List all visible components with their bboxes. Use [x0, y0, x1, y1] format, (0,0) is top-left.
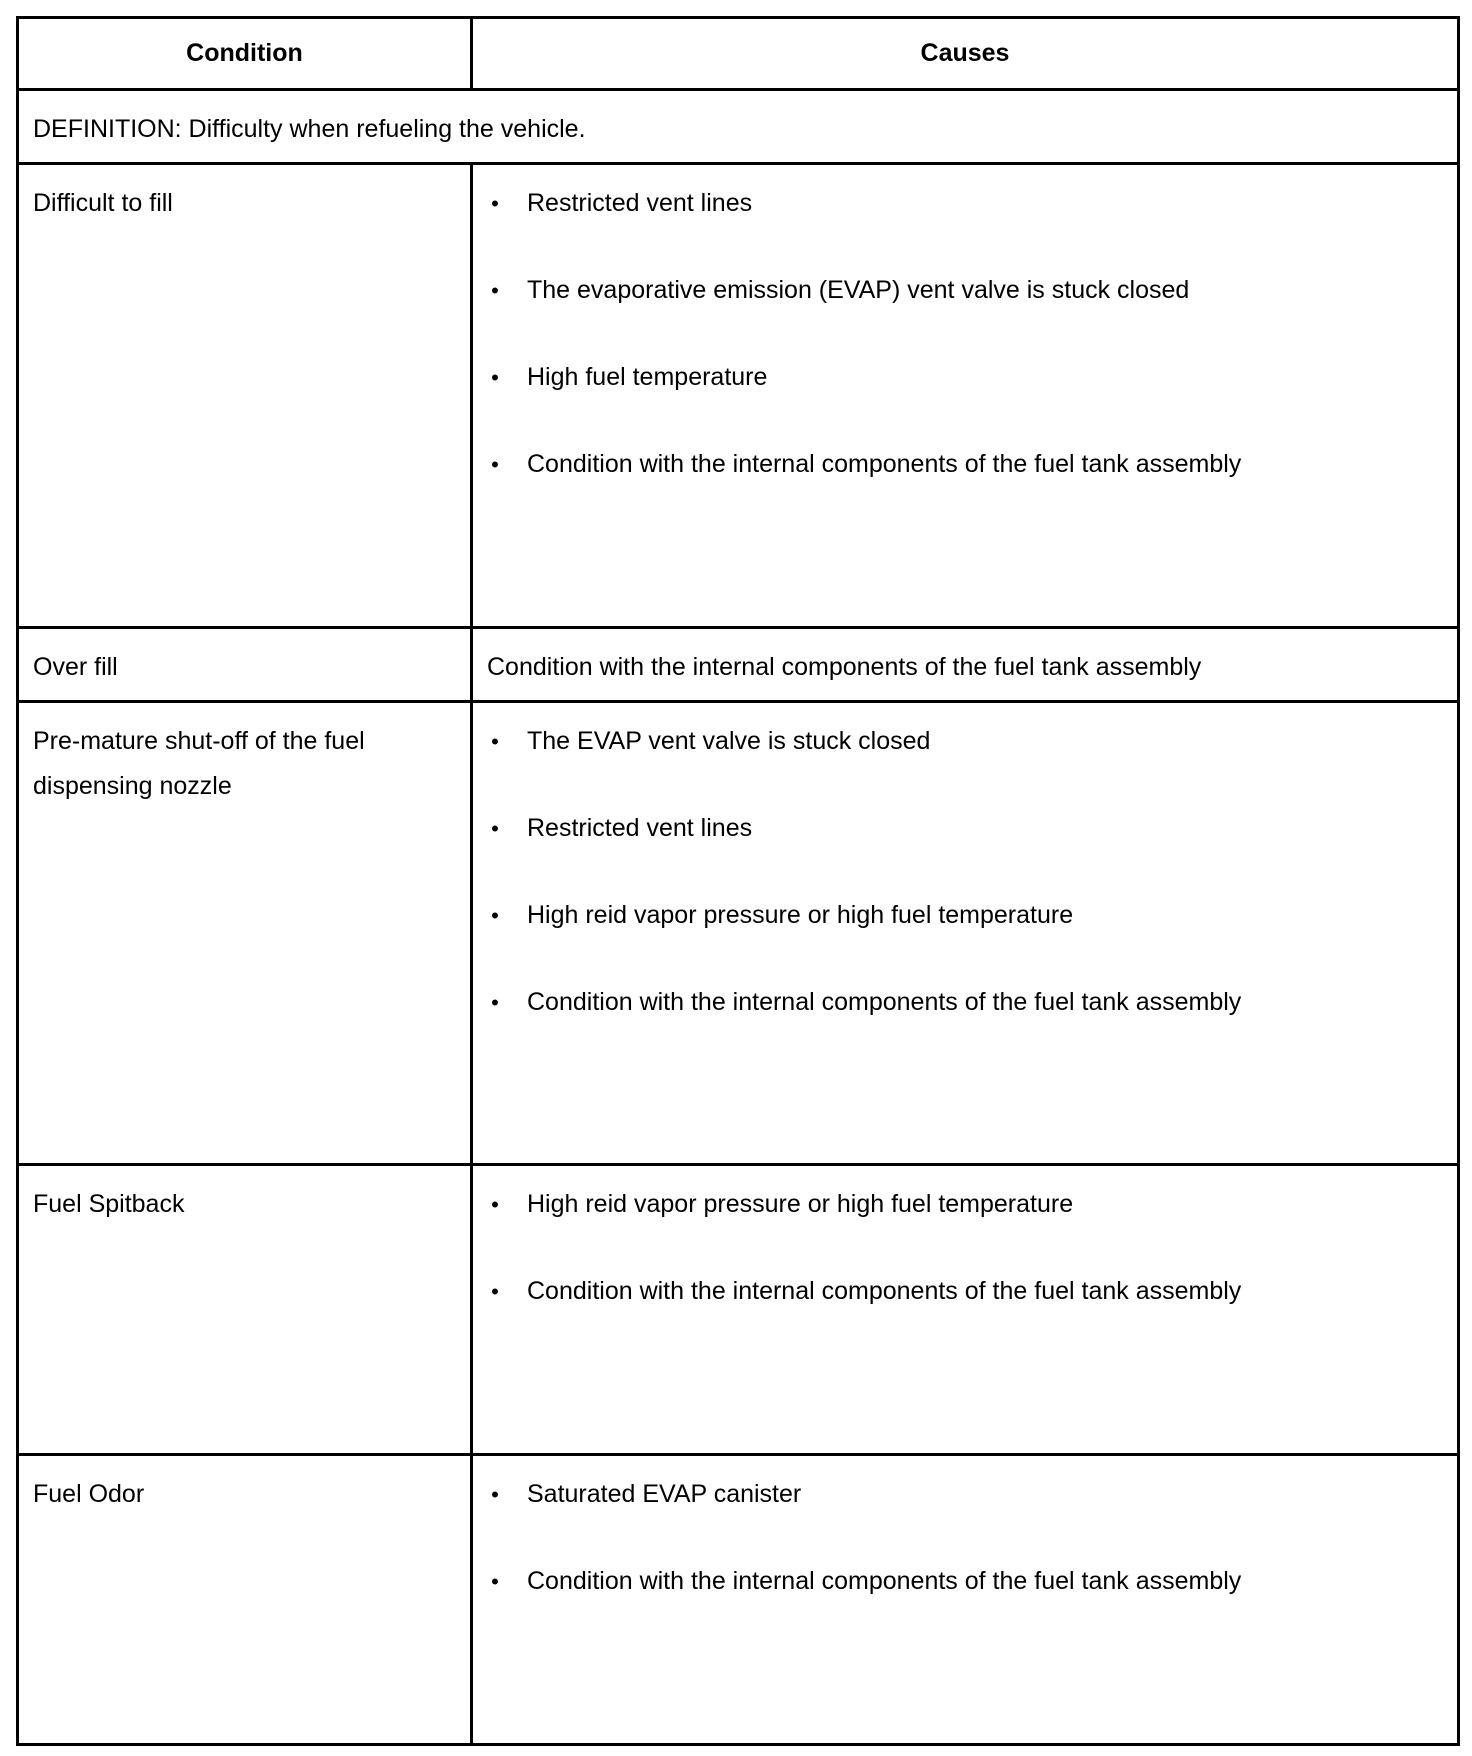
- column-header-condition: Condition: [186, 39, 303, 67]
- table-row: [19, 1163, 1457, 1453]
- causes-list: [487, 1182, 1457, 1314]
- list-item: [487, 355, 1457, 400]
- bullet-icon: •: [491, 729, 499, 754]
- causes-list: [487, 181, 1457, 487]
- cause-text: Condition with the internal components of the fuel tank assembly: [527, 1277, 1242, 1305]
- definition-row: [19, 88, 1457, 162]
- cause-text: Condition with the internal components of the fuel tank assembly: [527, 1567, 1242, 1595]
- cause-text: Condition with the internal components of the fuel tank assembly: [527, 450, 1242, 478]
- condition-cell: Difficult to fill: [33, 189, 173, 217]
- table-row: [19, 1453, 1457, 1743]
- cause-text: Saturated EVAP canister: [527, 1480, 802, 1508]
- condition-cell: Over fill: [33, 653, 118, 681]
- causes-cell: [470, 165, 1457, 626]
- bullet-icon: •: [491, 191, 499, 216]
- bullet-icon: •: [491, 365, 499, 390]
- bullet-icon: •: [491, 1279, 499, 1304]
- cause-text: The evaporative emission (EVAP) vent valve is stuck closed: [527, 276, 1190, 304]
- bullet-icon: •: [491, 816, 499, 841]
- list-item: [487, 442, 1457, 487]
- cause-text: High reid vapor pressure or high fuel temperature: [527, 1190, 1074, 1218]
- list-item: [487, 268, 1457, 313]
- condition-cell: Fuel Spitback: [33, 1190, 185, 1218]
- causes-cell: [470, 703, 1457, 1163]
- bullet-icon: •: [491, 278, 499, 303]
- definition-text: DEFINITION: Difficulty when refueling the vehicle.: [33, 115, 586, 143]
- table-row: [19, 700, 1457, 1163]
- list-item: [487, 719, 1457, 764]
- bullet-icon: •: [491, 990, 499, 1015]
- list-item: [487, 806, 1457, 851]
- list-item: [487, 893, 1457, 938]
- cause-text: Restricted vent lines: [527, 814, 753, 842]
- diagnosis-table: [16, 16, 1460, 1746]
- table-row: [19, 162, 1457, 626]
- list-item: [487, 1472, 1457, 1517]
- bullet-icon: •: [491, 903, 499, 928]
- causes-list: [487, 1472, 1457, 1604]
- bullet-icon: •: [491, 1482, 499, 1507]
- causes-cell: [470, 1166, 1457, 1453]
- bullet-icon: •: [491, 1192, 499, 1217]
- causes-cell: [470, 1456, 1457, 1743]
- condition-cell: Pre-mature shut-off of the fuel dispensing nozzle: [33, 727, 365, 800]
- list-item: [487, 1559, 1457, 1604]
- causes-list: [487, 719, 1457, 1025]
- list-item: [487, 980, 1457, 1025]
- list-item: [487, 181, 1457, 226]
- list-item: [487, 1269, 1457, 1314]
- condition-cell: Fuel Odor: [33, 1480, 145, 1508]
- bullet-icon: •: [491, 1569, 499, 1594]
- bullet-icon: •: [491, 452, 499, 477]
- cause-text: High reid vapor pressure or high fuel temperature: [527, 901, 1074, 929]
- table-header-row: [19, 19, 1457, 88]
- causes-cell: Condition with the internal components of the fuel tank assembly: [470, 629, 1457, 700]
- column-header-causes: Causes: [470, 19, 1457, 88]
- cause-text: Restricted vent lines: [527, 189, 753, 217]
- cause-text: The EVAP vent valve is stuck closed: [527, 727, 931, 755]
- cause-text: High fuel temperature: [527, 363, 768, 391]
- table-row: [19, 626, 1457, 700]
- cause-text: Condition with the internal components of the fuel tank assembly: [527, 988, 1242, 1016]
- list-item: [487, 1182, 1457, 1227]
